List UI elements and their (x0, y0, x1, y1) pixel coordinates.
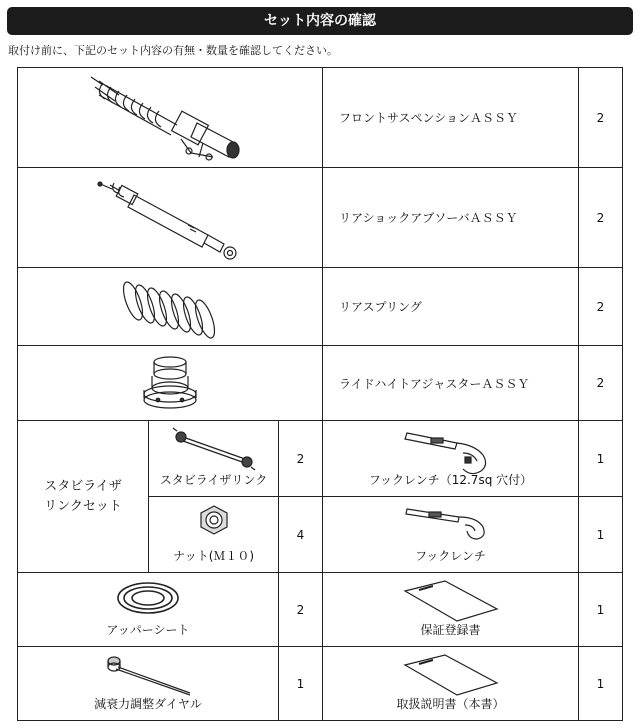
rear-spring-qty: 2 (579, 268, 623, 346)
nut-qty: 4 (279, 497, 323, 573)
stabilizer-link-qty: 2 (279, 421, 323, 497)
stabilizer-group-line2: リンクセット (44, 498, 122, 514)
document-icon (401, 579, 501, 623)
damping-dial-cell (18, 647, 279, 721)
upper-sheet-label: アッパーシート (106, 623, 190, 637)
table-row (18, 168, 623, 268)
front-suspension-icon (85, 73, 255, 163)
manual-label: 取扱説明書（本書） (396, 697, 505, 711)
intro-text: 取付け前に、下記のセット内容の有無・数量を確認してください。 (8, 44, 338, 57)
stabilizer-link-set-label (18, 421, 149, 573)
stabilizer-link-label: スタビライザリンク (159, 473, 268, 487)
front-suspension-qty: 2 (579, 68, 623, 168)
nut-icon (196, 503, 232, 539)
stabilizer-group-line1: スタビライザ (44, 478, 122, 494)
table-row (18, 68, 623, 168)
rear-spring-label: リアスプリング (323, 268, 579, 346)
table-row (18, 268, 623, 346)
table-row (18, 573, 623, 647)
parts-table (17, 67, 623, 721)
rear-shock-image-cell (18, 168, 323, 268)
upper-sheet-icon (113, 579, 183, 617)
hook-wrench-hole-qty: 1 (579, 421, 623, 497)
manual-qty: 1 (579, 647, 623, 721)
rear-shock-qty: 2 (579, 168, 623, 268)
warranty-qty: 1 (579, 573, 623, 647)
upper-sheet-qty: 2 (279, 573, 323, 647)
hook-wrench-hole-icon (401, 427, 501, 475)
front-suspension-label: フロントサスペンションＡＳＳＹ (323, 68, 579, 168)
hook-wrench-label: フックレンチ (415, 549, 486, 563)
nut-cell (149, 497, 279, 573)
upper-sheet-cell (18, 573, 279, 647)
rear-spring-icon (115, 273, 225, 341)
nut-label: ナット(Ｍ１０) (172, 549, 255, 563)
section-title: セット内容の確認 (7, 7, 633, 35)
damping-dial-qty: 1 (279, 647, 323, 721)
damping-dial-label: 減衰力調整ダイヤル (94, 697, 202, 711)
table-row (18, 647, 623, 721)
manual-cell (323, 647, 579, 721)
stabilizer-link-cell (149, 421, 279, 497)
damping-dial-icon (98, 653, 198, 699)
front-suspension-image-cell (18, 68, 323, 168)
adjuster-qty: 2 (579, 346, 623, 421)
hook-wrench-qty: 1 (579, 497, 623, 573)
hook-wrench-icon (401, 503, 501, 543)
document-icon (401, 653, 501, 697)
rear-spring-image-cell (18, 268, 323, 346)
rear-shock-label: リアショックアブソーバＡＳＳＹ (323, 168, 579, 268)
table-row (18, 346, 623, 421)
ride-height-adjuster-icon (130, 350, 210, 416)
table-row (18, 421, 623, 497)
hook-wrench-cell (323, 497, 579, 573)
warranty-label: 保証登録書 (420, 623, 481, 637)
stabilizer-link-icon (169, 427, 259, 471)
adjuster-label: ライドハイトアジャスターＡＳＳＹ (323, 346, 579, 421)
adjuster-image-cell (18, 346, 323, 421)
hook-wrench-hole-label: フックレンチ（12.7sq 穴付） (368, 473, 533, 487)
hook-wrench-hole-cell (323, 421, 579, 497)
rear-shock-absorber-icon (90, 173, 250, 263)
warranty-cell (323, 573, 579, 647)
